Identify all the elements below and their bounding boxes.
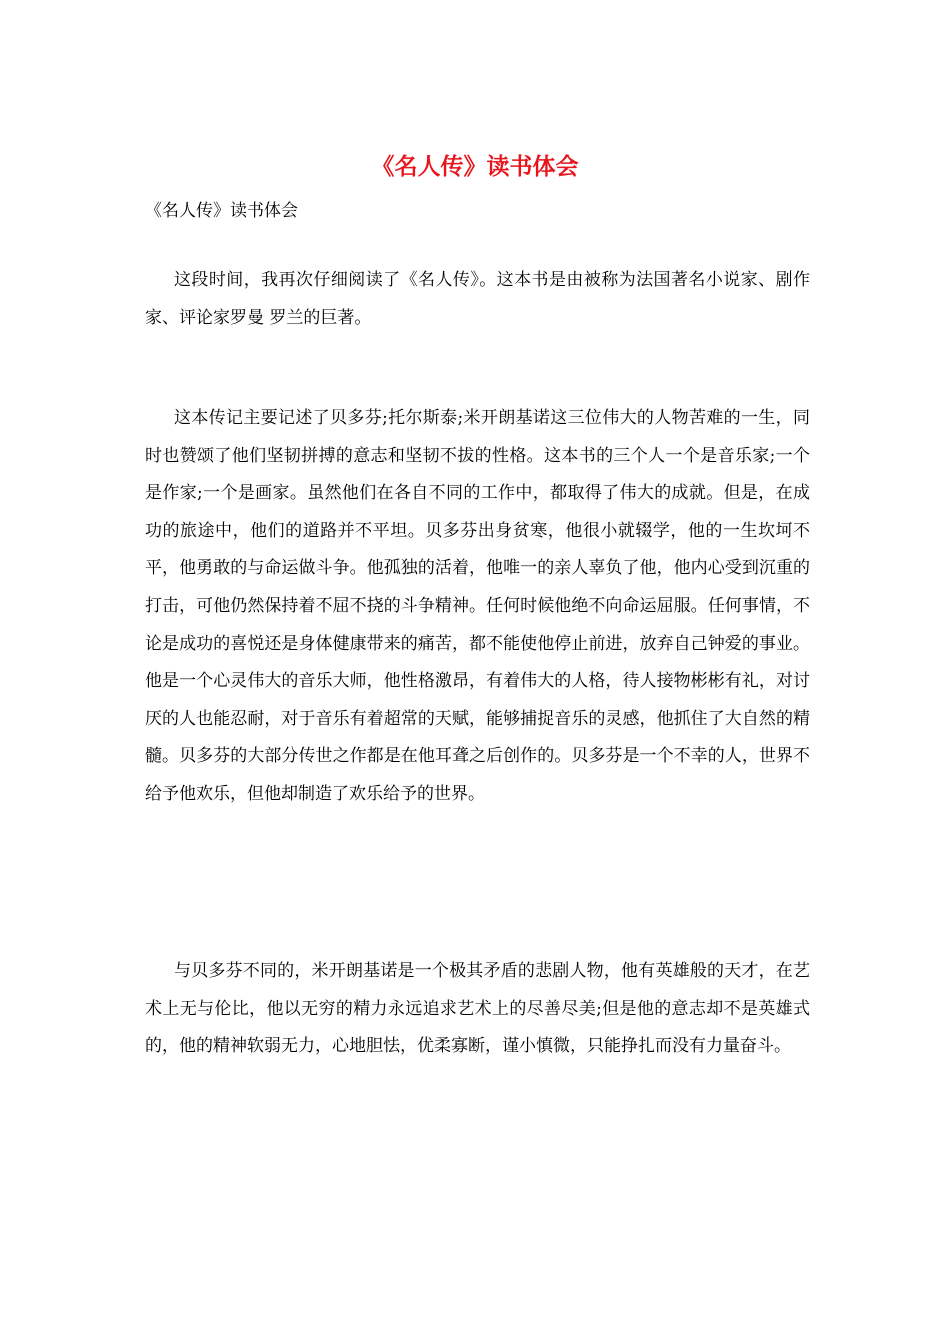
- document-subtitle: 《名人传》读书体会: [145, 201, 298, 221]
- paragraph-intro: 这段时间，我再次仔细阅读了《名人传》。这本书是由被称为法国著名小说家、剧作家、评论家罗曼 罗兰的巨著。: [145, 270, 810, 328]
- paragraph-beethoven: 这本传记主要记述了贝多芬;托尔斯泰;米开朗基诺这三位伟大的人物苦难的一生，同时也赞颂了他们坚韧拼搏的意志和坚韧不拔的性格。这本书的三个人一个是音乐家;一个是作家;一个是画家。虽然他们在各自不同的工作中，都取得了伟大的成就。但是，在成功的旅途中，他们的道路并不平坦。贝多芬出身贫寒，他很小就辍学，他的一生坎坷不平，他勇敢的与命运做斗争。他孤独的活着，他唯一的亲人辜负了他，他内心受到沉重的打击，可他仍然保持着不屈不挠的斗争精神。任何时候他绝不向命运屈服。任何事情，不论是成功的喜悦还是身体健康带来的痛苦，都不能使他停止前进，放弃自己钟爱的事业。他是一个心灵伟大的音乐大师，他性格激昂，有着伟大的人格，待人接物彬彬有礼，对讨厌的人也能忍耐，对于音乐有着超常的天赋，能够捕捉音乐的灵感，他抓住了大自然的精髓。贝多芬的大部分传世之作都是在他耳聋之后创作的。贝多芬是一个不幸的人，世界不给予他欢乐，但他却制造了欢乐给予的世界。: [145, 408, 810, 804]
- document-title: 《名人传》读书体会: [371, 153, 579, 180]
- paragraph-michelangelo: 与贝多芬不同的，米开朗基诺是一个极其矛盾的悲剧人物，他有英雄般的天才，在艺术上无与伦比，他以无穷的精力永远追求艺术上的尽善尽美;但是他的意志却不是英雄式的，他的精神软弱无力，心地胆怯，优柔寡断，谨小慎微，只能挣扎而没有力量奋斗。: [145, 961, 810, 1057]
